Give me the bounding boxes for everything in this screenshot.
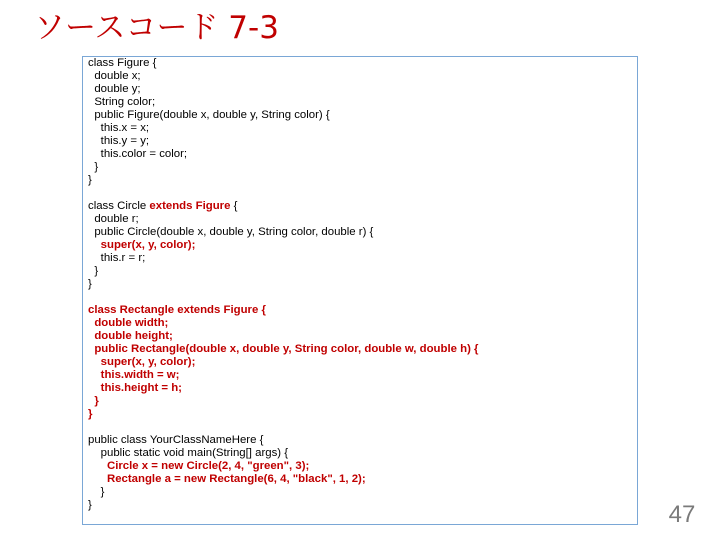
code-line	[88, 265, 478, 278]
code-line	[88, 122, 478, 135]
code-line	[88, 278, 478, 291]
code-line	[88, 174, 478, 187]
code-text: {	[230, 200, 238, 212]
code-line	[88, 460, 478, 473]
code-line	[88, 473, 478, 486]
code-line	[88, 226, 478, 239]
highlighted-code-text: }	[88, 408, 93, 420]
code-line	[88, 447, 478, 460]
code-line	[88, 161, 478, 174]
code-line	[88, 421, 478, 434]
highlighted-code-text: super(x, y, color);	[88, 356, 196, 368]
code-text: this.x = x;	[88, 122, 150, 134]
code-text: double r;	[88, 213, 139, 225]
code-text: }	[88, 161, 99, 173]
code-line	[88, 291, 478, 304]
code-line	[88, 304, 478, 317]
code-text: double y;	[88, 83, 141, 95]
highlighted-code-text: super(x, y, color);	[88, 239, 196, 251]
highlighted-code-text: double width;	[88, 317, 169, 329]
code-text: public Circle(double x, double y, String color, double r) {	[88, 226, 374, 238]
code-text: this.y = y;	[88, 135, 150, 147]
code-line	[88, 135, 478, 148]
highlighted-code-text: this.height = h;	[88, 382, 182, 394]
code-text: }	[88, 499, 92, 511]
code-text: String color;	[88, 96, 156, 108]
code-text: }	[88, 265, 99, 277]
code-line	[88, 434, 478, 447]
code-line	[88, 70, 478, 83]
code-line	[88, 252, 478, 265]
code-line	[88, 213, 478, 226]
code-line	[88, 239, 478, 252]
highlighted-code-text: Rectangle a = new Rectangle(6, 4, "black", 1, 2);	[88, 473, 366, 485]
code-line	[88, 187, 478, 200]
code-line	[88, 200, 478, 213]
source-code-block	[88, 57, 478, 512]
code-line	[88, 343, 478, 356]
slide-title: ソースコード 7-3	[34, 10, 279, 46]
code-line	[88, 330, 478, 343]
code-text: public Figure(double x, double y, String color) {	[88, 109, 330, 121]
code-text: }	[88, 174, 92, 186]
code-line	[88, 395, 478, 408]
code-line	[88, 499, 478, 512]
code-text: class Figure {	[88, 57, 157, 69]
highlighted-code-text: }	[88, 395, 99, 407]
highlighted-code-text: class Rectangle extends Figure {	[88, 304, 266, 316]
highlighted-code-text: public Rectangle(double x, double y, String color, double w, double h) {	[88, 343, 479, 355]
code-line	[88, 382, 478, 395]
highlighted-code-text: double height;	[88, 330, 173, 342]
highlighted-code-text: extends Figure	[149, 200, 231, 212]
code-line	[88, 408, 478, 421]
highlighted-code-text: Circle x = new Circle(2, 4, "green", 3);	[88, 460, 310, 472]
code-line	[88, 486, 478, 499]
code-line	[88, 317, 478, 330]
code-text: }	[88, 278, 92, 290]
code-text: double x;	[88, 70, 141, 82]
code-line	[88, 356, 478, 369]
code-text: }	[88, 486, 105, 498]
code-line	[88, 57, 478, 70]
code-line	[88, 109, 478, 122]
page-number: 47	[668, 501, 696, 528]
code-text: class Circle	[88, 200, 150, 212]
code-text: this.color = color;	[88, 148, 188, 160]
code-line	[88, 83, 478, 96]
highlighted-code-text: this.width = w;	[88, 369, 180, 381]
code-text: public static void main(String[] args) {	[88, 447, 289, 459]
code-text: public class YourClassNameHere {	[88, 434, 264, 446]
code-line	[88, 96, 478, 109]
code-line	[88, 369, 478, 382]
code-line	[88, 148, 478, 161]
code-text: this.r = r;	[88, 252, 146, 264]
